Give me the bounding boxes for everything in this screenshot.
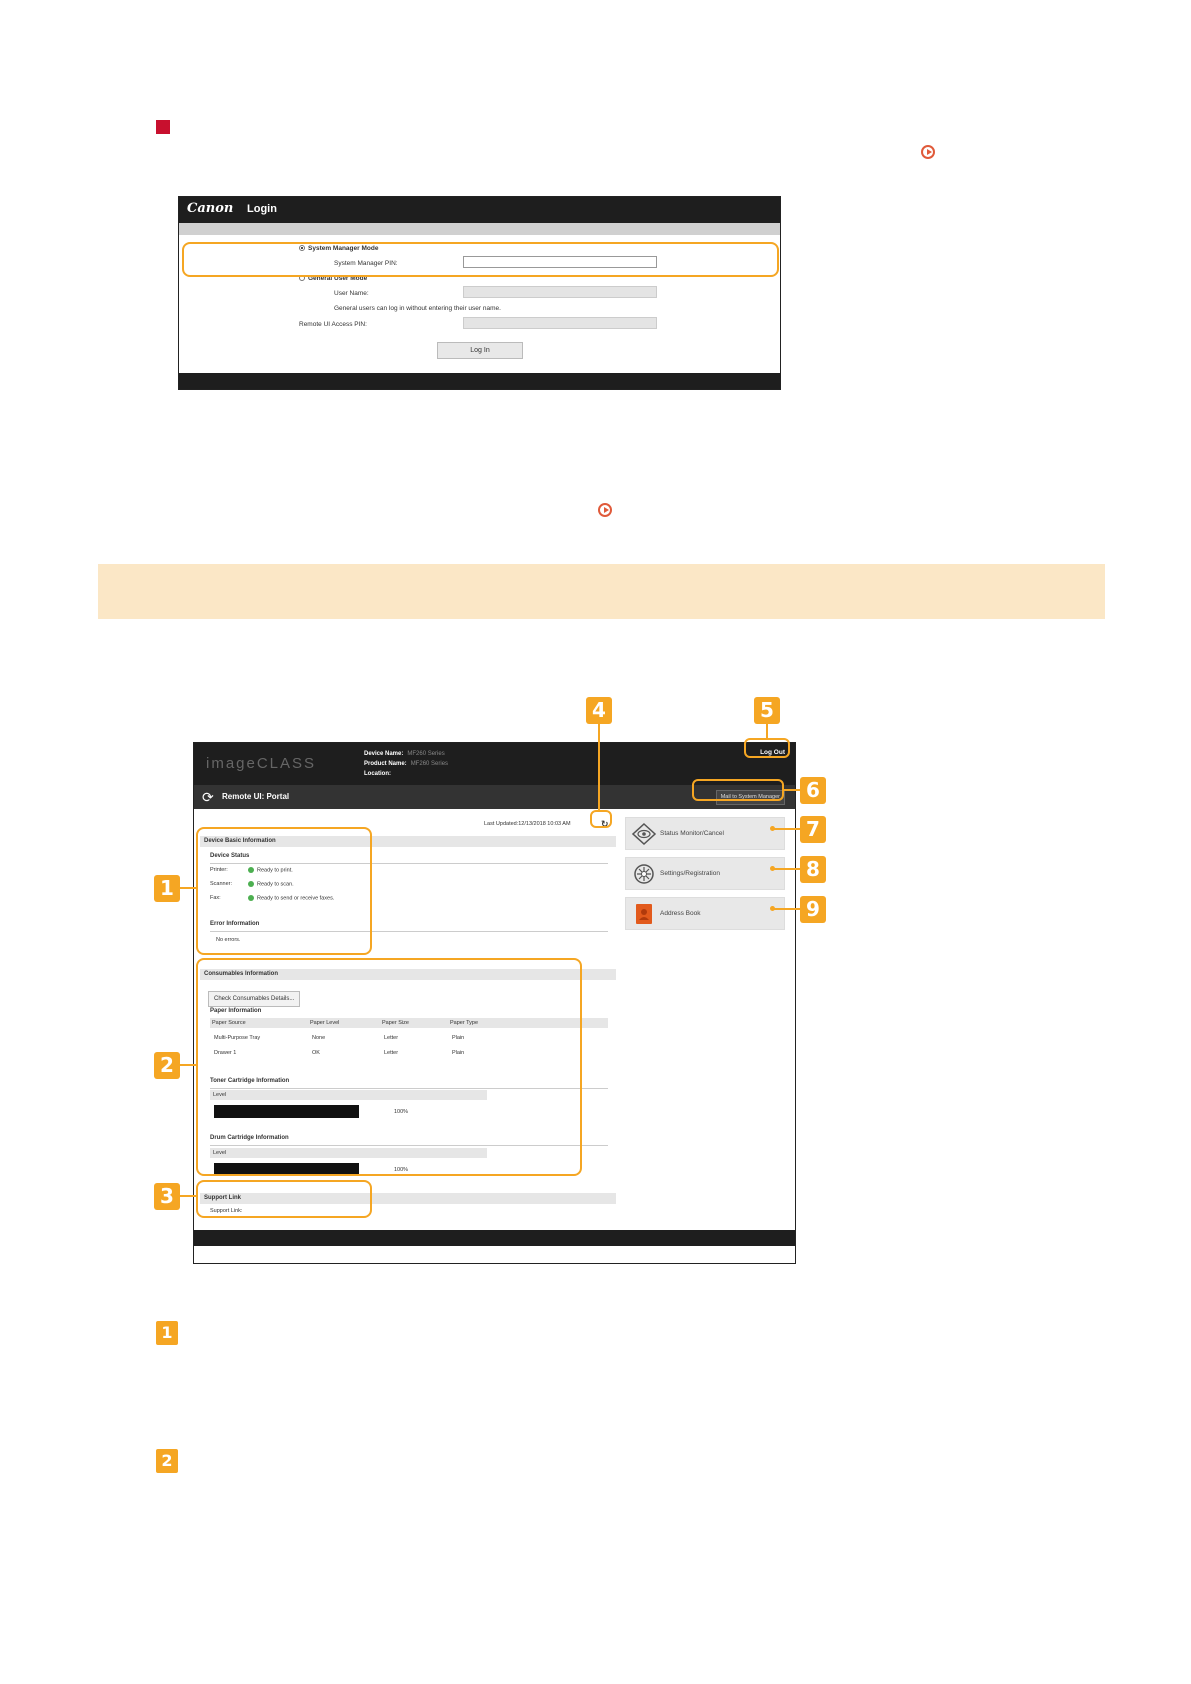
callout-leader	[180, 1064, 196, 1066]
address-book-label: Address Book	[660, 910, 701, 917]
section-bullet	[156, 120, 170, 134]
paper-row-level: OK	[312, 1050, 320, 1056]
toner-info-heading: Toner Cartridge Information	[210, 1078, 290, 1084]
status-fax-label: Fax:	[210, 895, 221, 901]
canon-logo: Canon	[187, 201, 234, 216]
system-manager-mode-label: System Manager Mode	[308, 245, 379, 252]
status-value-text: Ready to print.	[257, 867, 293, 874]
paper-col-size: Paper Size	[382, 1020, 409, 1026]
highlight-frame	[744, 738, 790, 758]
callout-leader	[598, 724, 600, 810]
settings-registration-label: Settings/Registration	[660, 870, 720, 877]
paper-info-heading: Paper Information	[210, 1008, 262, 1014]
eye-icon	[632, 823, 656, 845]
toner-level-value: 100%	[394, 1109, 409, 1115]
callout-leader	[772, 908, 800, 910]
callout-8: 8	[800, 856, 826, 883]
highlight-frame	[196, 827, 372, 955]
callout-1: 1	[154, 875, 180, 902]
link-arrow-icon[interactable]	[921, 145, 935, 159]
device-basic-info-header: Device Basic Information	[200, 836, 616, 847]
logout-button[interactable]: Log Out	[760, 749, 785, 756]
paper-row-type: Plain	[452, 1035, 465, 1041]
paper-row-level: None	[312, 1035, 326, 1041]
callout-leader	[180, 887, 196, 889]
highlight-frame	[182, 242, 779, 277]
paper-row-source: Multi-Purpose Tray	[214, 1035, 261, 1041]
paper-row-source: Drawer 1	[214, 1050, 237, 1056]
gear-icon	[632, 863, 656, 885]
general-note: General users can log in without entering their user name.	[334, 305, 501, 312]
error-info-heading: Error Information	[210, 921, 260, 927]
callout-dot	[770, 826, 775, 831]
support-link-header: Support Link	[200, 1193, 616, 1204]
callout-9: 9	[800, 896, 826, 923]
login-button[interactable]: Log In	[437, 342, 523, 359]
general-user-mode-label: General User Mode	[308, 275, 368, 282]
highlight-frame	[196, 958, 582, 1176]
section-banner	[98, 564, 1105, 619]
callout-dot	[770, 866, 775, 871]
paper-row-size: Letter	[384, 1035, 399, 1041]
product-name-label: Product Name:	[364, 761, 407, 767]
paper-col-level: Paper Level	[310, 1020, 340, 1026]
device-status-heading: Device Status	[210, 853, 250, 859]
remote-ui-pin-input[interactable]	[463, 317, 657, 329]
highlight-frame	[196, 1180, 372, 1218]
product-logo: imageCLASS	[206, 755, 317, 772]
highlight-frame	[590, 810, 612, 828]
drum-level-value: 100%	[394, 1167, 409, 1173]
consumables-info-header: Consumables Information	[200, 969, 616, 980]
mail-to-system-manager-button[interactable]: Mail to System Manager	[716, 790, 785, 805]
login-footer	[179, 373, 780, 389]
drum-info-heading: Drum Cartridge Information	[210, 1135, 289, 1141]
callout-leader	[772, 868, 800, 870]
settings-registration-button[interactable]	[625, 857, 785, 890]
portal-icon: ⟳	[202, 789, 214, 805]
location-label: Location:	[364, 771, 391, 777]
link-arrow-icon[interactable]	[598, 503, 612, 517]
callout-leader	[784, 789, 800, 791]
status-value-text: Ready to scan.	[257, 881, 294, 888]
callout-leader	[180, 1195, 196, 1197]
no-errors-text: No errors.	[216, 937, 241, 943]
user-name-input[interactable]	[463, 286, 657, 298]
login-header	[179, 197, 780, 223]
login-title: Login	[247, 203, 277, 215]
status-value-text: Ready to send or receive faxes.	[257, 895, 335, 902]
paper-col-type: Paper Type	[450, 1020, 479, 1026]
status-scanner-label: Scanner:	[210, 881, 233, 887]
login-screenshot	[178, 196, 781, 390]
status-monitor-label: Status Monitor/Cancel	[660, 830, 724, 837]
device-info: Device Name: MF260 Series Product Name: MF260 Series Location:	[364, 751, 449, 777]
breadcrumb	[179, 223, 780, 235]
last-updated: Last Updated:12/13/2018 10:03 AM	[484, 821, 571, 827]
callout-leader	[766, 724, 768, 738]
check-consumables-button[interactable]: Check Consumables Details...	[208, 991, 300, 1007]
remote-ui-pin-label: Remote UI Access PIN:	[299, 321, 367, 328]
status-monitor-button[interactable]	[625, 817, 785, 850]
description-badge-2: 2	[156, 1449, 178, 1473]
user-name-label: User Name:	[334, 290, 369, 297]
callout-leader	[772, 828, 800, 830]
portal-footer	[194, 1230, 795, 1246]
support-link[interactable]: Support Link:	[210, 1208, 243, 1214]
address-book-button[interactable]	[625, 897, 785, 930]
callout-3: 3	[154, 1183, 180, 1210]
callout-2: 2	[154, 1052, 180, 1079]
callout-7: 7	[800, 816, 826, 843]
callout-dot	[770, 906, 775, 911]
callout-6: 6	[800, 777, 826, 804]
device-name-label: Device Name:	[364, 751, 404, 757]
system-manager-pin-label: System Manager PIN:	[334, 260, 398, 267]
callout-5: 5	[754, 697, 780, 724]
address-book-icon	[632, 903, 656, 925]
refresh-icon[interactable]: ↻	[601, 819, 609, 829]
highlight-frame	[692, 779, 784, 801]
toner-level-header: Level	[210, 1090, 487, 1100]
callout-4: 4	[586, 697, 612, 724]
description-badge-1: 1	[156, 1321, 178, 1345]
portal-title: Remote UI: Portal	[222, 792, 290, 801]
drum-level-header: Level	[210, 1148, 487, 1158]
paper-col-source: Paper Source	[212, 1020, 246, 1026]
paper-row-size: Letter	[384, 1050, 399, 1056]
paper-row-type: Plain	[452, 1050, 465, 1056]
status-printer-label: Printer:	[210, 867, 228, 873]
